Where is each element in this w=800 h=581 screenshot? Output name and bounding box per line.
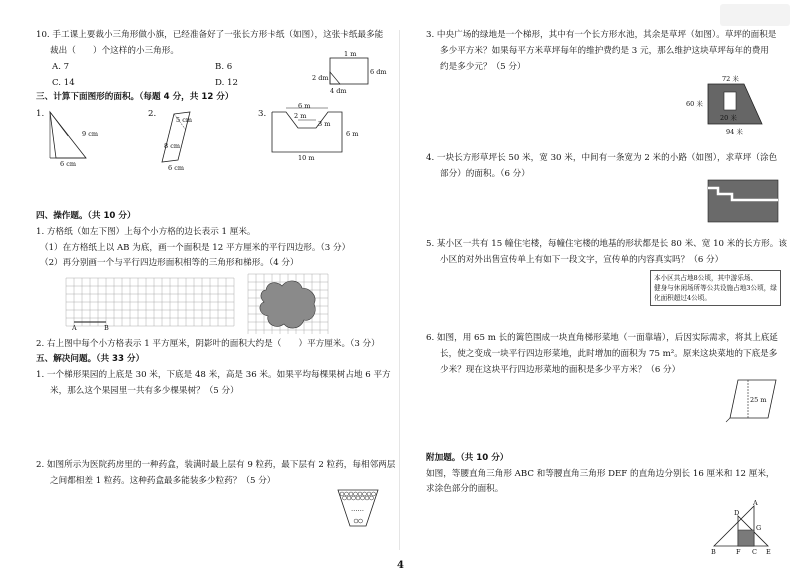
q3-line1: 3. 中央广场的绿地是一个梯形，其中有一个长方形水池，其余是草坪（如图）。草坪的面积是: [426, 30, 777, 40]
point-b-label: B: [104, 324, 109, 332]
q4-1-line3: （2）再分别画一个与平行四边形面积相等的三角形和梯形。（4 分）: [40, 258, 299, 268]
q4-line2: 部分）的面积。（6 分）: [440, 169, 530, 179]
fig3-label-a: 6 m: [298, 102, 311, 110]
fig1-quadrilateral: [46, 110, 106, 168]
section-5-heading: 五、解决问题。（共 33 分）: [36, 354, 145, 364]
pill-box-dots: ……: [351, 505, 364, 513]
q10-fig-bottom: 4 dm: [330, 87, 347, 95]
q10-option-d: D. 12: [215, 78, 238, 88]
right-column: [400, 0, 800, 581]
label-e: E: [766, 548, 771, 556]
label-b: B: [711, 548, 716, 556]
label-d: D: [734, 509, 740, 517]
grid-paper-leaf: [248, 274, 334, 338]
q6-line1: 6. 如图，用 65 m 长的篱笆围成一块直角梯形菜地（一面靠墙），后因实际需求，将其上底延: [426, 333, 778, 343]
q6-line2: 长，使之变成一块平行四边形菜地，此时增加的面积为 75 m²。原来这块菜地的下底是多: [440, 349, 778, 359]
shaded-leaf-shape: [260, 281, 315, 328]
q10-line2: 裁出（ ）个这样的小三角形。: [50, 46, 179, 56]
pill-box-figure: [336, 486, 380, 532]
extra-line1: 如图，等腰直角三角形 ABC 和等腰直角三角形 DEF 的直角边分别长 16 厘米和 12 厘米，: [426, 469, 775, 479]
fig2-label-a: 5 cm: [176, 116, 193, 124]
fig2-label-c: 6 cm: [168, 164, 185, 172]
q3-line2: 多少平方米？如果每平方米草坪每年的维护费约是 3 元，那么维护这块草坪每年的费用: [440, 46, 769, 56]
q4-2-line: 2. 右上图中每个小方格表示 1 平方厘米，阴影叶的面积大约是（ ）平方厘米。（3 分）: [36, 339, 380, 349]
q5-line1: 5. 某小区一共有 15 幢住宅楼，每幢住宅楼的地基的形状都是长 80 米、宽 10 米的长方形。该: [426, 239, 787, 249]
q4-line1: 4. 一块长方形草坪长 50 米，宽 30 米，中间有一条宽为 2 米的小路（如图），求草坪（涂色: [426, 153, 778, 163]
fig3-label-b: 2 m: [294, 112, 307, 120]
q10-option-a: A. 7: [52, 62, 70, 72]
q10-fig-right: 6 dm: [370, 68, 387, 76]
q5-flyer-line2: 健身与休闲场所等公共设施占地3公顷，绿: [654, 284, 777, 292]
fig1-label-b: 6 cm: [60, 160, 77, 168]
extra-triangles-figure: [708, 500, 780, 556]
q3-fig-left: 60 米: [686, 100, 703, 108]
section-3-heading: 三、计算下面图形的面积。（每题 4 分，共 12 分）: [36, 92, 234, 102]
q10-fig-top: 1 m: [344, 50, 357, 58]
label-a: A: [753, 499, 758, 507]
q10-option-c: C. 14: [52, 78, 75, 88]
q3-fig-pool: 20 米: [720, 114, 737, 122]
q5-1-line1: 1. 一个梯形果园的上底是 30 米，下底是 48 米，高是 36 米。如果平均每棵果树占地 6 平方: [36, 370, 391, 380]
q3-fig-top: 72 米: [722, 75, 739, 83]
fig3-label-e: 10 m: [298, 154, 315, 162]
extra-line2: 求涂色部分的面积。: [426, 484, 504, 494]
q5-2-line2: 之间都相差 1 粒药。这种药盒最多能装多少粒药？（5 分）: [50, 476, 276, 486]
q6-fig-height: 25 m: [750, 396, 767, 404]
q5-2-line1: 2. 如图所示为医院药房里的一种药盒，装满时最上层有 9 粒药，最下层有 2 粒药，每相邻两层: [36, 460, 396, 470]
q10-line1: 10. 手工课上要裁小三角形做小旗，已经准备好了一张长方形卡纸（如图），这张卡纸最多能: [36, 30, 384, 40]
grid-paper-left: [66, 278, 234, 332]
q10-option-b: B. 6: [215, 62, 233, 72]
label-g: G: [756, 524, 762, 532]
page-number: 4: [397, 560, 404, 571]
q4-lawn-figure: [708, 180, 780, 224]
fig2-number: 2.: [148, 109, 157, 119]
fig2-parallelogram: [156, 110, 206, 172]
q4-1-line1: 1. 方格纸（如左下图）上每个小方格的边长表示 1 厘米。: [36, 227, 256, 237]
extra-heading: 附加题。（共 10 分）: [426, 453, 509, 463]
q6-line3: 少米？现在这块平行四边形菜地的面积是多少平方米？（6 分）: [440, 365, 681, 375]
q6-garden-figure: [726, 376, 786, 428]
q5-1-line2: 米，那么这个果园里一共有多少棵果树？（5 分）: [50, 386, 239, 396]
q5-flyer-line1: 本小区共占地8公顷，其中游乐场、: [654, 274, 758, 282]
q3-trapezoid-figure: [682, 74, 782, 138]
fig3-number: 3.: [258, 109, 267, 119]
q5-flyer-box: [650, 270, 781, 306]
q5-line2: 小区的对外出售宣传单上有如下一段文字，宣传单的内容真实吗？（6 分）: [440, 255, 724, 265]
q3-line3: 约是多少元？（5 分）: [440, 62, 526, 72]
q4-1-line2: （1）在方格纸上以 AB 为底，画一个面积是 12 平方厘米的平行四边形。（3 分）: [40, 243, 351, 253]
point-a-label: A: [72, 324, 77, 332]
label-c: C: [752, 548, 757, 556]
fig3-label-c: 3 m: [318, 120, 331, 128]
q10-card-figure: [300, 52, 390, 94]
q5-flyer-line3: 化面积超过4公顷。: [654, 294, 711, 302]
fig3-label-d: 6 m: [346, 130, 359, 138]
q3-fig-bottom: 94 米: [726, 128, 743, 136]
fig1-label-a: 9 cm: [82, 130, 99, 138]
fig2-label-b: 8 cm: [164, 142, 181, 150]
label-f: F: [736, 548, 741, 556]
section-4-heading: 四、操作题。（共 10 分）: [36, 211, 136, 221]
fig1-number: 1.: [36, 109, 45, 119]
q10-fig-left: 2 dm: [312, 74, 329, 82]
fig3-rectangle-notch: [268, 104, 378, 164]
